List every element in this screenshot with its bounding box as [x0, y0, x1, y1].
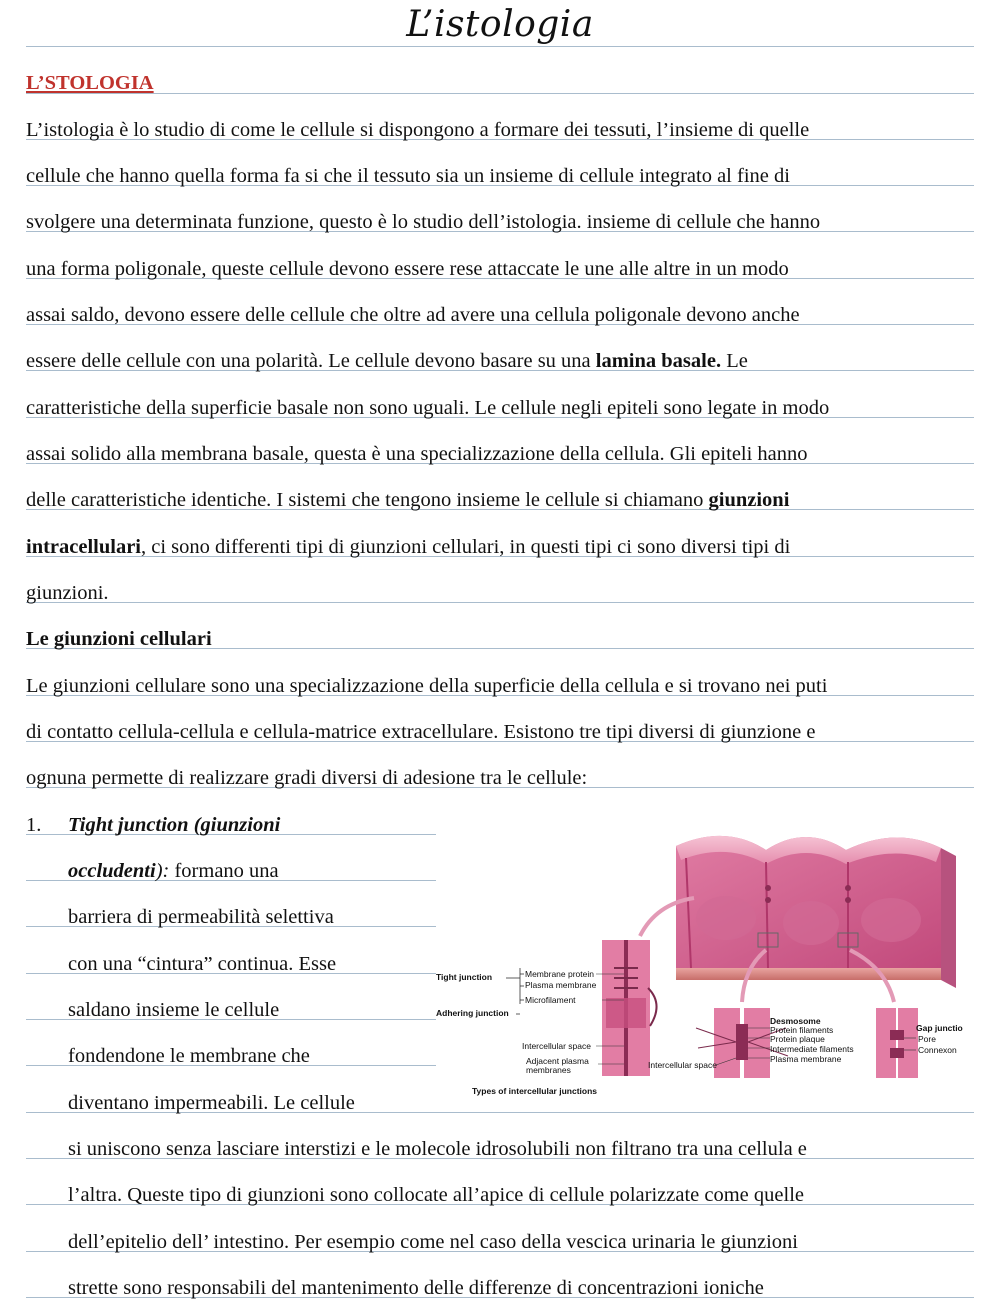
paragraph-line	[26, 535, 790, 559]
junctions-figure	[436, 828, 974, 1098]
paragraph-line: una forma poligonale, queste cellule devono essere rese attaccate le une alle altre in un modo	[26, 258, 789, 280]
label-intercellular-space-2: Intercellular space	[648, 1060, 717, 1070]
paragraph-line: cellule che hanno quella forma fa si che il tessuto sia un insieme di cellule integrato al fine di	[26, 165, 790, 187]
list-line: saldano insieme le cellule	[68, 999, 280, 1021]
label-connexon: Connexon	[918, 1045, 957, 1055]
list-line: si uniscono senza lasciare interstizi e le molecole idrosolubili non filtrano tra una cellula e	[68, 1138, 807, 1160]
label-protein-filaments: Protein filaments	[770, 1025, 834, 1035]
ruled-line	[26, 46, 974, 47]
label-tight-junction: Tight junction	[436, 972, 493, 982]
text-run: formano una	[169, 860, 279, 882]
section-heading-istologia: L’STOLOGIA	[26, 72, 154, 94]
label-plasma-membrane: Plasma membrane	[525, 980, 597, 990]
paragraph-line: L’istologia è lo studio di come le cellule si dispongono a formare dei tessuti, l’insieme di quelle	[26, 119, 810, 141]
paragraph-line: assai saldo, devono essere delle cellule che oltre ad avere una cellula poligonale devono anche	[26, 304, 800, 326]
label-gap-junction: Gap junctio	[916, 1023, 963, 1033]
paragraph-line: assai solido alla membrana basale, questa è una specializzazione della cellula. Gli epiteli hanno	[26, 443, 808, 465]
epithelium-block	[676, 836, 956, 988]
gap-junction-detail	[876, 1008, 918, 1078]
label-microfilament: Microfilament	[525, 995, 576, 1005]
list-number: 1.	[26, 814, 42, 836]
list-line: diventano impermeabili. Le cellule	[68, 1092, 355, 1114]
paragraph-line	[26, 488, 789, 512]
label-pore: Pore	[918, 1034, 936, 1044]
paragraph-line: di contatto cellula-cellula e cellula-matrice extracellulare. Esistono tre tipi diversi di giunzione e	[26, 721, 816, 743]
bold-term-giunzioni: giunzioni	[708, 489, 790, 511]
list-line	[68, 859, 279, 883]
paragraph-line	[26, 349, 748, 373]
label-desmosome: Desmosome	[770, 1016, 821, 1026]
list-line: barriera di permeabilità selettiva	[68, 906, 334, 928]
text-run: Le	[721, 350, 748, 372]
label-protein-plaque: Protein plaque	[770, 1034, 825, 1044]
bold-term-lamina-basale: lamina basale.	[595, 350, 722, 372]
text-run: delle caratteristiche identiche. I sistemi che tengono insieme le cellule si chiamano	[26, 489, 709, 511]
list-line: con una “cintura” continua. Esse	[68, 953, 337, 975]
text-run: ):	[155, 860, 170, 882]
paragraph-line: svolgere una determinata funzione, questo è lo studio dell’istologia. insieme di cellule che hanno	[26, 211, 821, 233]
label-plasma-membrane-2: Plasma membrane	[770, 1054, 842, 1064]
list-line: dell’epitelio dell’ intestino. Per esempio come nel caso della vescica urinaria le giunzioni	[68, 1231, 798, 1253]
list-line: strette sono responsabili del mantenimento delle differenze di concentrazioni ioniche	[68, 1277, 764, 1299]
bold-term-intracellulari: intracellulari	[26, 536, 142, 558]
list-term: Tight junction (giunzioni	[68, 814, 281, 836]
page-title: L’istologia	[406, 4, 594, 45]
label-intermediate-filaments: Intermediate filaments	[770, 1044, 854, 1054]
label-adjacent-plasma: Adjacent plasma	[526, 1056, 589, 1066]
label-intercellular-space: Intercellular space	[522, 1041, 591, 1051]
label-membrane-protein: Membrane protein	[525, 969, 594, 979]
label-membranes: membranes	[526, 1065, 571, 1075]
tight-junction-detail	[602, 940, 657, 1076]
section-heading-giunzioni: Le giunzioni cellulari	[26, 628, 212, 650]
ruled-line	[26, 602, 974, 603]
list-line: l’altra. Queste tipo di giunzioni sono collocate all’apice di cellule polarizzate come quelle	[68, 1184, 804, 1206]
figure-caption: Types of intercellular junctions	[472, 1086, 598, 1096]
ruled-line	[26, 93, 974, 94]
junctions-illustration	[436, 828, 974, 1098]
text-run: essere delle cellule con una polarità. Le cellule devono basare su una	[26, 350, 596, 372]
paragraph-line: ognuna permette di realizzare gradi diversi di adesione tra le cellule:	[26, 767, 588, 789]
list-term: occludenti	[68, 860, 156, 882]
label-adhering-junction: Adhering junction	[436, 1008, 509, 1018]
paragraph-line: caratteristiche della superficie basale non sono uguali. Le cellule negli epiteli sono legate in modo	[26, 397, 830, 419]
text-run: , ci sono differenti tipi di giunzioni cellulari, in questi tipi ci sono diversi tipi di	[141, 536, 791, 558]
paragraph-line: giunzioni.	[26, 582, 109, 604]
list-line: fondendone le membrane che	[68, 1045, 310, 1067]
paragraph-line: Le giunzioni cellulare sono una specializzazione della superficie della cellula e si trovano nei puti	[26, 675, 828, 697]
